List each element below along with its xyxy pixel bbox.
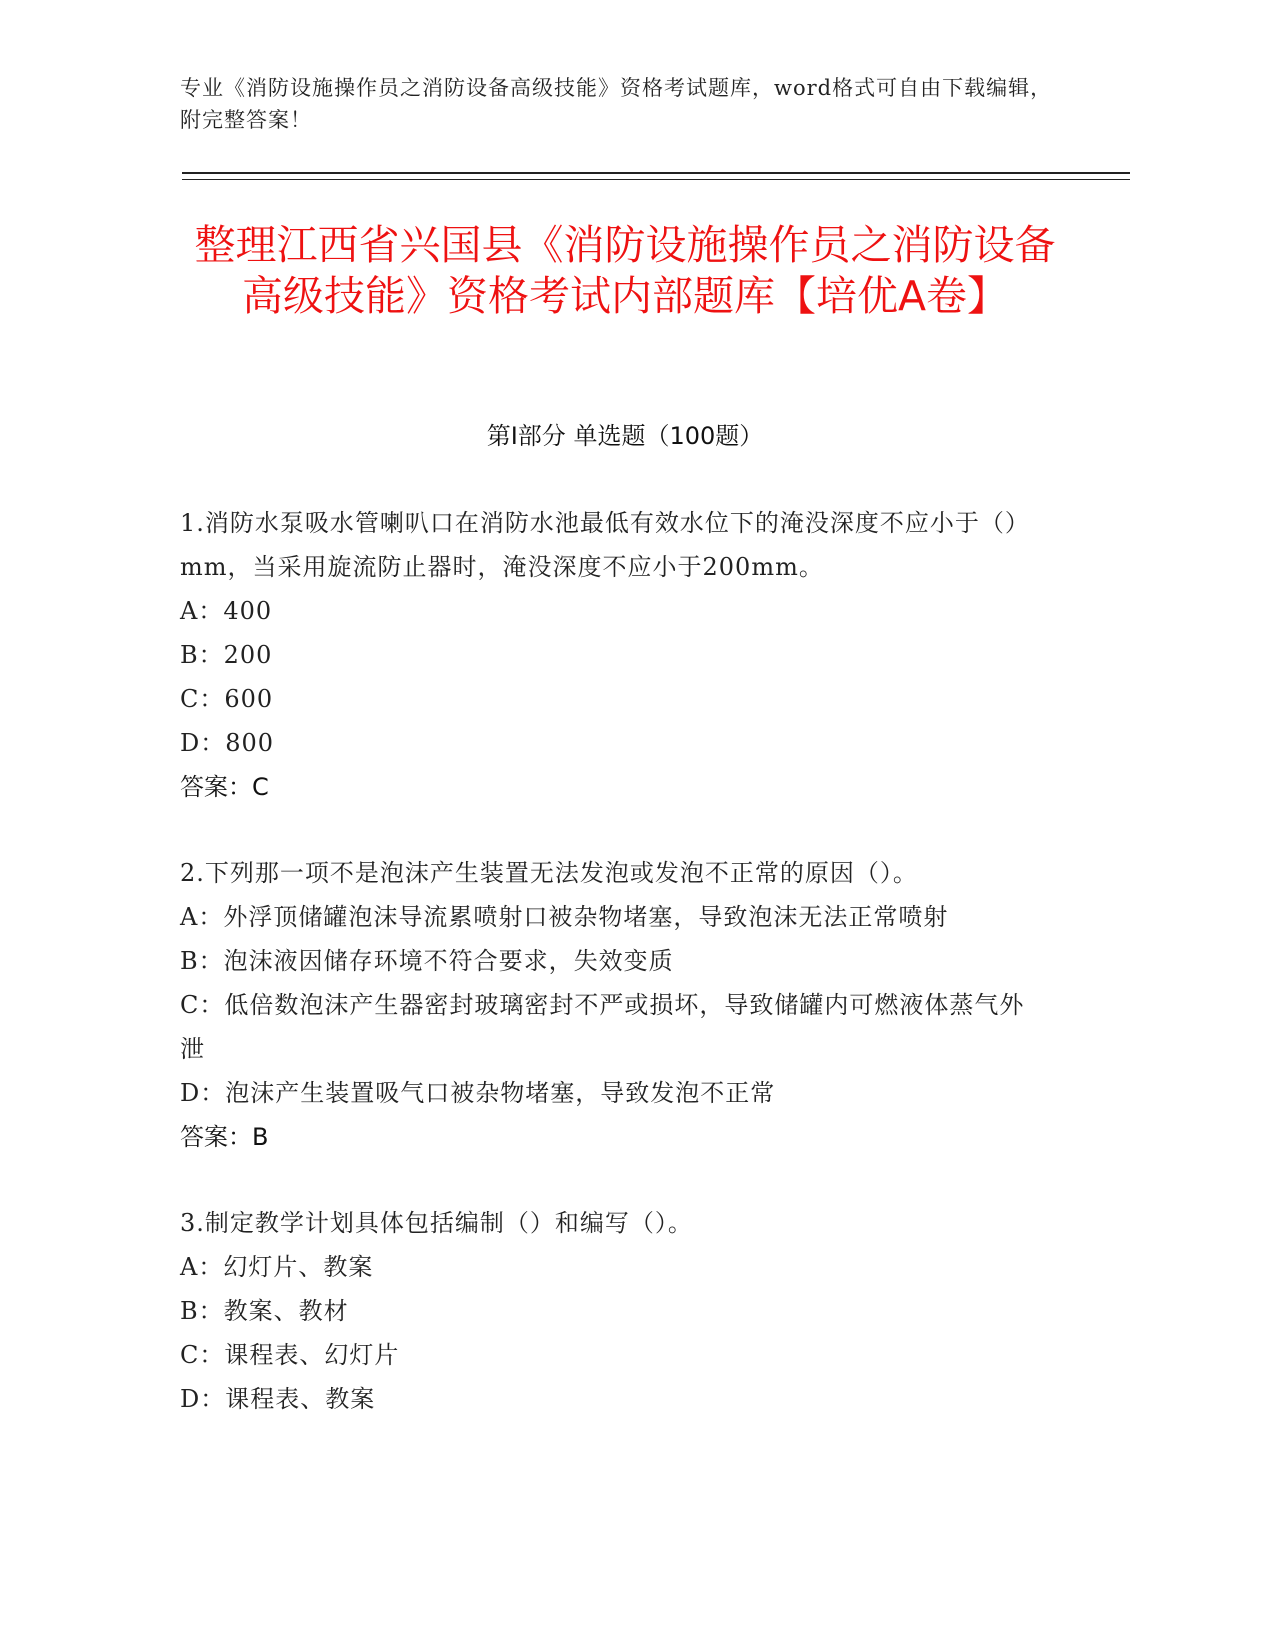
question-3 (180, 1201, 1040, 1421)
option-d: D：800 (180, 729, 275, 757)
document-title: 整理江西省兴国县《消防设施操作员之消防设备高级技能》资格考试内部题库【培优A卷】 (194, 221, 1056, 320)
option-a: A：外浮顶储罐泡沫导流累喷射口被杂物堵塞，导致泡沫无法正常喷射 (180, 903, 949, 931)
option-a: A：400 (180, 597, 273, 625)
answer: 答案：B (180, 1123, 269, 1151)
option-b: B：200 (180, 641, 273, 669)
question-stem: 3.制定教学计划具体包括编制（）和编写（）。 (180, 1209, 693, 1237)
option-c: C：课程表、幻灯片 (180, 1341, 400, 1369)
option-d: D：泡沫产生装置吸气口被杂物堵塞，导致发泡不正常 (180, 1079, 776, 1107)
option-b: B：泡沫液因储存环境不符合要求，失效变质 (180, 947, 674, 975)
option-c: C：低倍数泡沫产生器密封玻璃密封不严或损坏，导致储罐内可燃液体蒸气外泄 (180, 991, 1025, 1063)
section-heading: 第Ⅰ部分 单选题（100题） (486, 422, 764, 450)
question-list (180, 501, 1040, 1463)
header-divider-thick (182, 172, 1130, 174)
question-1 (180, 501, 1040, 809)
option-a: A：幻灯片、教案 (180, 1253, 374, 1281)
question-stem: 2.下列那一项不是泡沫产生装置无法发泡或发泡不正常的原因（）。 (180, 859, 918, 887)
header-divider-thin (182, 179, 1130, 180)
question-stem: 1.消防水泵吸水管喇叭口在消防水池最低有效水位下的淹没深度不应小于（）mm，当采用旋流防止器时，淹没深度不应小于200mm。 (180, 509, 1030, 581)
option-d: D：课程表、教案 (180, 1385, 376, 1413)
answer: 答案：C (180, 773, 269, 801)
question-2 (180, 851, 1040, 1159)
header-note: 专业《消防设施操作员之消防设备高级技能》资格考试题库，word格式可自由下载编辑，附完整答案！ (180, 76, 1053, 132)
option-c: C：600 (180, 685, 274, 713)
option-b: B：教案、教材 (180, 1297, 349, 1325)
